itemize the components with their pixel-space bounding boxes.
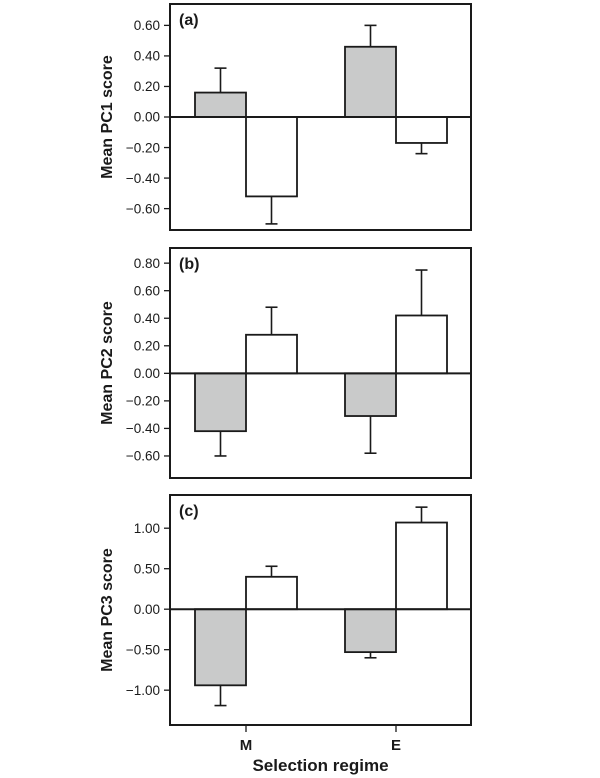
y-tick-label: 0.00 bbox=[133, 601, 160, 617]
panel-label: (b) bbox=[179, 256, 200, 273]
y-tick-label: 0.00 bbox=[133, 366, 160, 382]
y-tick-label: 0.60 bbox=[133, 18, 160, 34]
bar-M-grey-bar bbox=[195, 93, 246, 117]
x-category-label-E: E bbox=[390, 737, 402, 754]
y-tick-label: 0.60 bbox=[133, 283, 160, 299]
bar-M-white-bar bbox=[246, 577, 297, 609]
bar-M-grey-bar bbox=[195, 609, 246, 685]
bar-E-grey-bar bbox=[345, 373, 396, 416]
y-tick-label: −0.40 bbox=[125, 170, 160, 186]
bar-E-grey-bar bbox=[345, 609, 396, 652]
y-tick-label: 0.40 bbox=[133, 310, 160, 326]
y-tick-label: −0.60 bbox=[125, 448, 160, 464]
y-tick-label: −0.60 bbox=[125, 201, 160, 217]
y-tick-label: 0.00 bbox=[133, 109, 160, 125]
bar-E-white-bar bbox=[396, 117, 447, 143]
y-tick-label: 0.20 bbox=[133, 338, 160, 354]
bar-E-white-bar bbox=[396, 523, 447, 610]
bar-M-grey-bar bbox=[195, 373, 246, 431]
x-category-label-M: M bbox=[239, 737, 253, 754]
y-tick-label: −0.40 bbox=[125, 421, 160, 437]
bar-E-grey-bar bbox=[345, 47, 396, 117]
y-tick-label: 0.80 bbox=[133, 255, 160, 271]
panel-label: (a) bbox=[179, 12, 199, 29]
y-tick-label: 0.20 bbox=[133, 79, 160, 95]
y-axis-title: Mean PC3 score bbox=[99, 548, 116, 672]
y-axis-title: Mean PC1 score bbox=[99, 55, 116, 179]
y-tick-label: 0.40 bbox=[133, 48, 160, 64]
y-tick-label: −1.00 bbox=[125, 682, 160, 698]
y-tick-label: 1.00 bbox=[133, 520, 160, 536]
bar-M-white-bar bbox=[246, 117, 297, 196]
y-axis-title: Mean PC2 score bbox=[99, 301, 116, 425]
y-tick-label: −0.20 bbox=[125, 393, 160, 409]
y-tick-label: −0.20 bbox=[125, 140, 160, 156]
y-tick-label: 0.50 bbox=[133, 561, 160, 577]
panel-label: (c) bbox=[179, 503, 199, 520]
bar-M-white-bar bbox=[246, 335, 297, 374]
x-axis-title: Selection regime bbox=[252, 756, 389, 775]
bar-E-white-bar bbox=[396, 315, 447, 373]
y-tick-label: −0.50 bbox=[125, 642, 160, 658]
